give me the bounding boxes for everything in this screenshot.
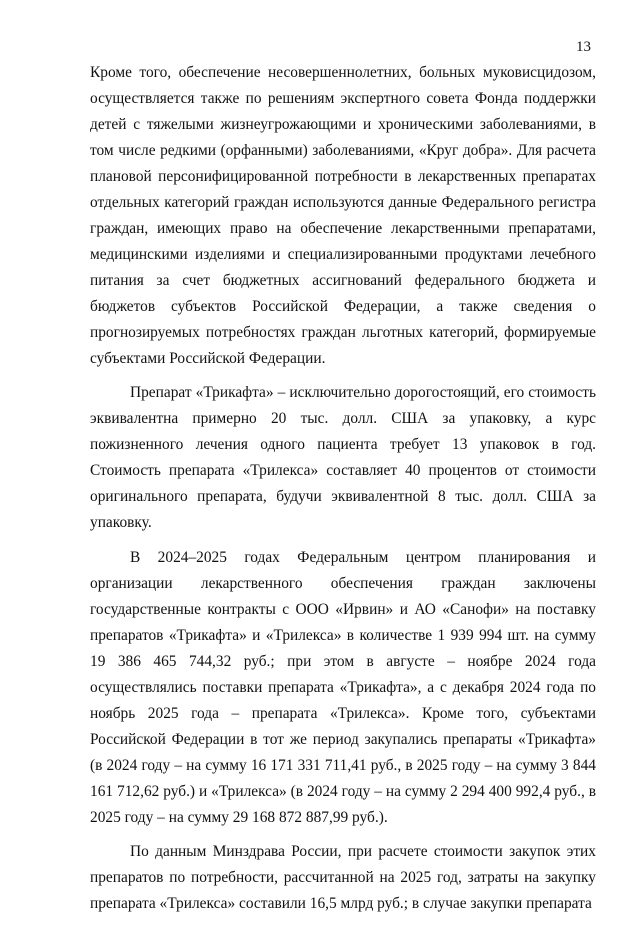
paragraph-2: Препарат «Трикафта» – исключительно дорогостоящий, его стоимость эквивалентна примерно 20 тыс. долл. США за упаковку, а курс пожизненного лечения одного пациента требует 13 упаковок в год. Стоимость препарата «Трилекса» составляет 40 процентов от стоимости оригинального препарата, будучи эквивалентной 8 тыс. долл. США за упаковку.: [90, 384, 596, 531]
paragraph-3: В 2024–2025 годах Федеральным центром планирования и организации лекарственного обеспечения граждан заключены государственные контракты с ООО «Ирвин» и АО «Санофи» на поставку препаратов «Трикафта» и «Трилекса» в количестве 1 939 994 шт. на сумму 19 386 465 744,32 руб.; при этом в августе – ноябре 2024 года осуществлялись поставки препарата «Трикафта», а с декабря 2024 года по ноябрь 2025 года – препарата «Трилекса». Кроме того, субъектами Российской Федерации в тот же период закупались препараты «Трикафта» (в 2024 году – на сумму 16 171 331 711,41 руб., в 2025 году – на сумму 3 844 161 712,62 руб.) и «Трилекса» (в 2024 году – на сумму 2 294 400 992,4 руб., в 2025 году – на сумму 29 168 872 887,99 руб.).: [90, 549, 596, 826]
document-body: [90, 60, 596, 925]
paragraph-1: Кроме того, обеспечение несовершеннолетних, больных муковисцидозом, осуществляется также по решениям экспертного совета Фонда поддержки детей с тяжелыми жизнеугрожающими и хроническими заболеваниями, в том числе редкими (орфанными) заболеваниями, «Круг добра». Для расчета плановой персонифицированной потребности в лекарственных препаратах отдельных категорий граждан используются данные Федерального регистра граждан, имеющих право на обеспечение лекарственными препаратами, медицинскими изделиями и специализированными продуктами лечебного питания за счет бюджетных ассигнований федерального бюджета и бюджетов субъектов Российской Федерации, а также сведения о прогнозируемых потребностях граждан льготных категорий, формируемые субъектами Российской Федерации.: [90, 64, 596, 367]
paragraph-4: По данным Минздрава России, при расчете стоимости закупок этих препаратов по потребности, рассчитанной на 2025 год, затраты на закупку препарата «Трилекса» составили 16,5 млрд руб.; в случае закупки препарата: [90, 843, 596, 912]
page-number: 13: [576, 39, 591, 55]
